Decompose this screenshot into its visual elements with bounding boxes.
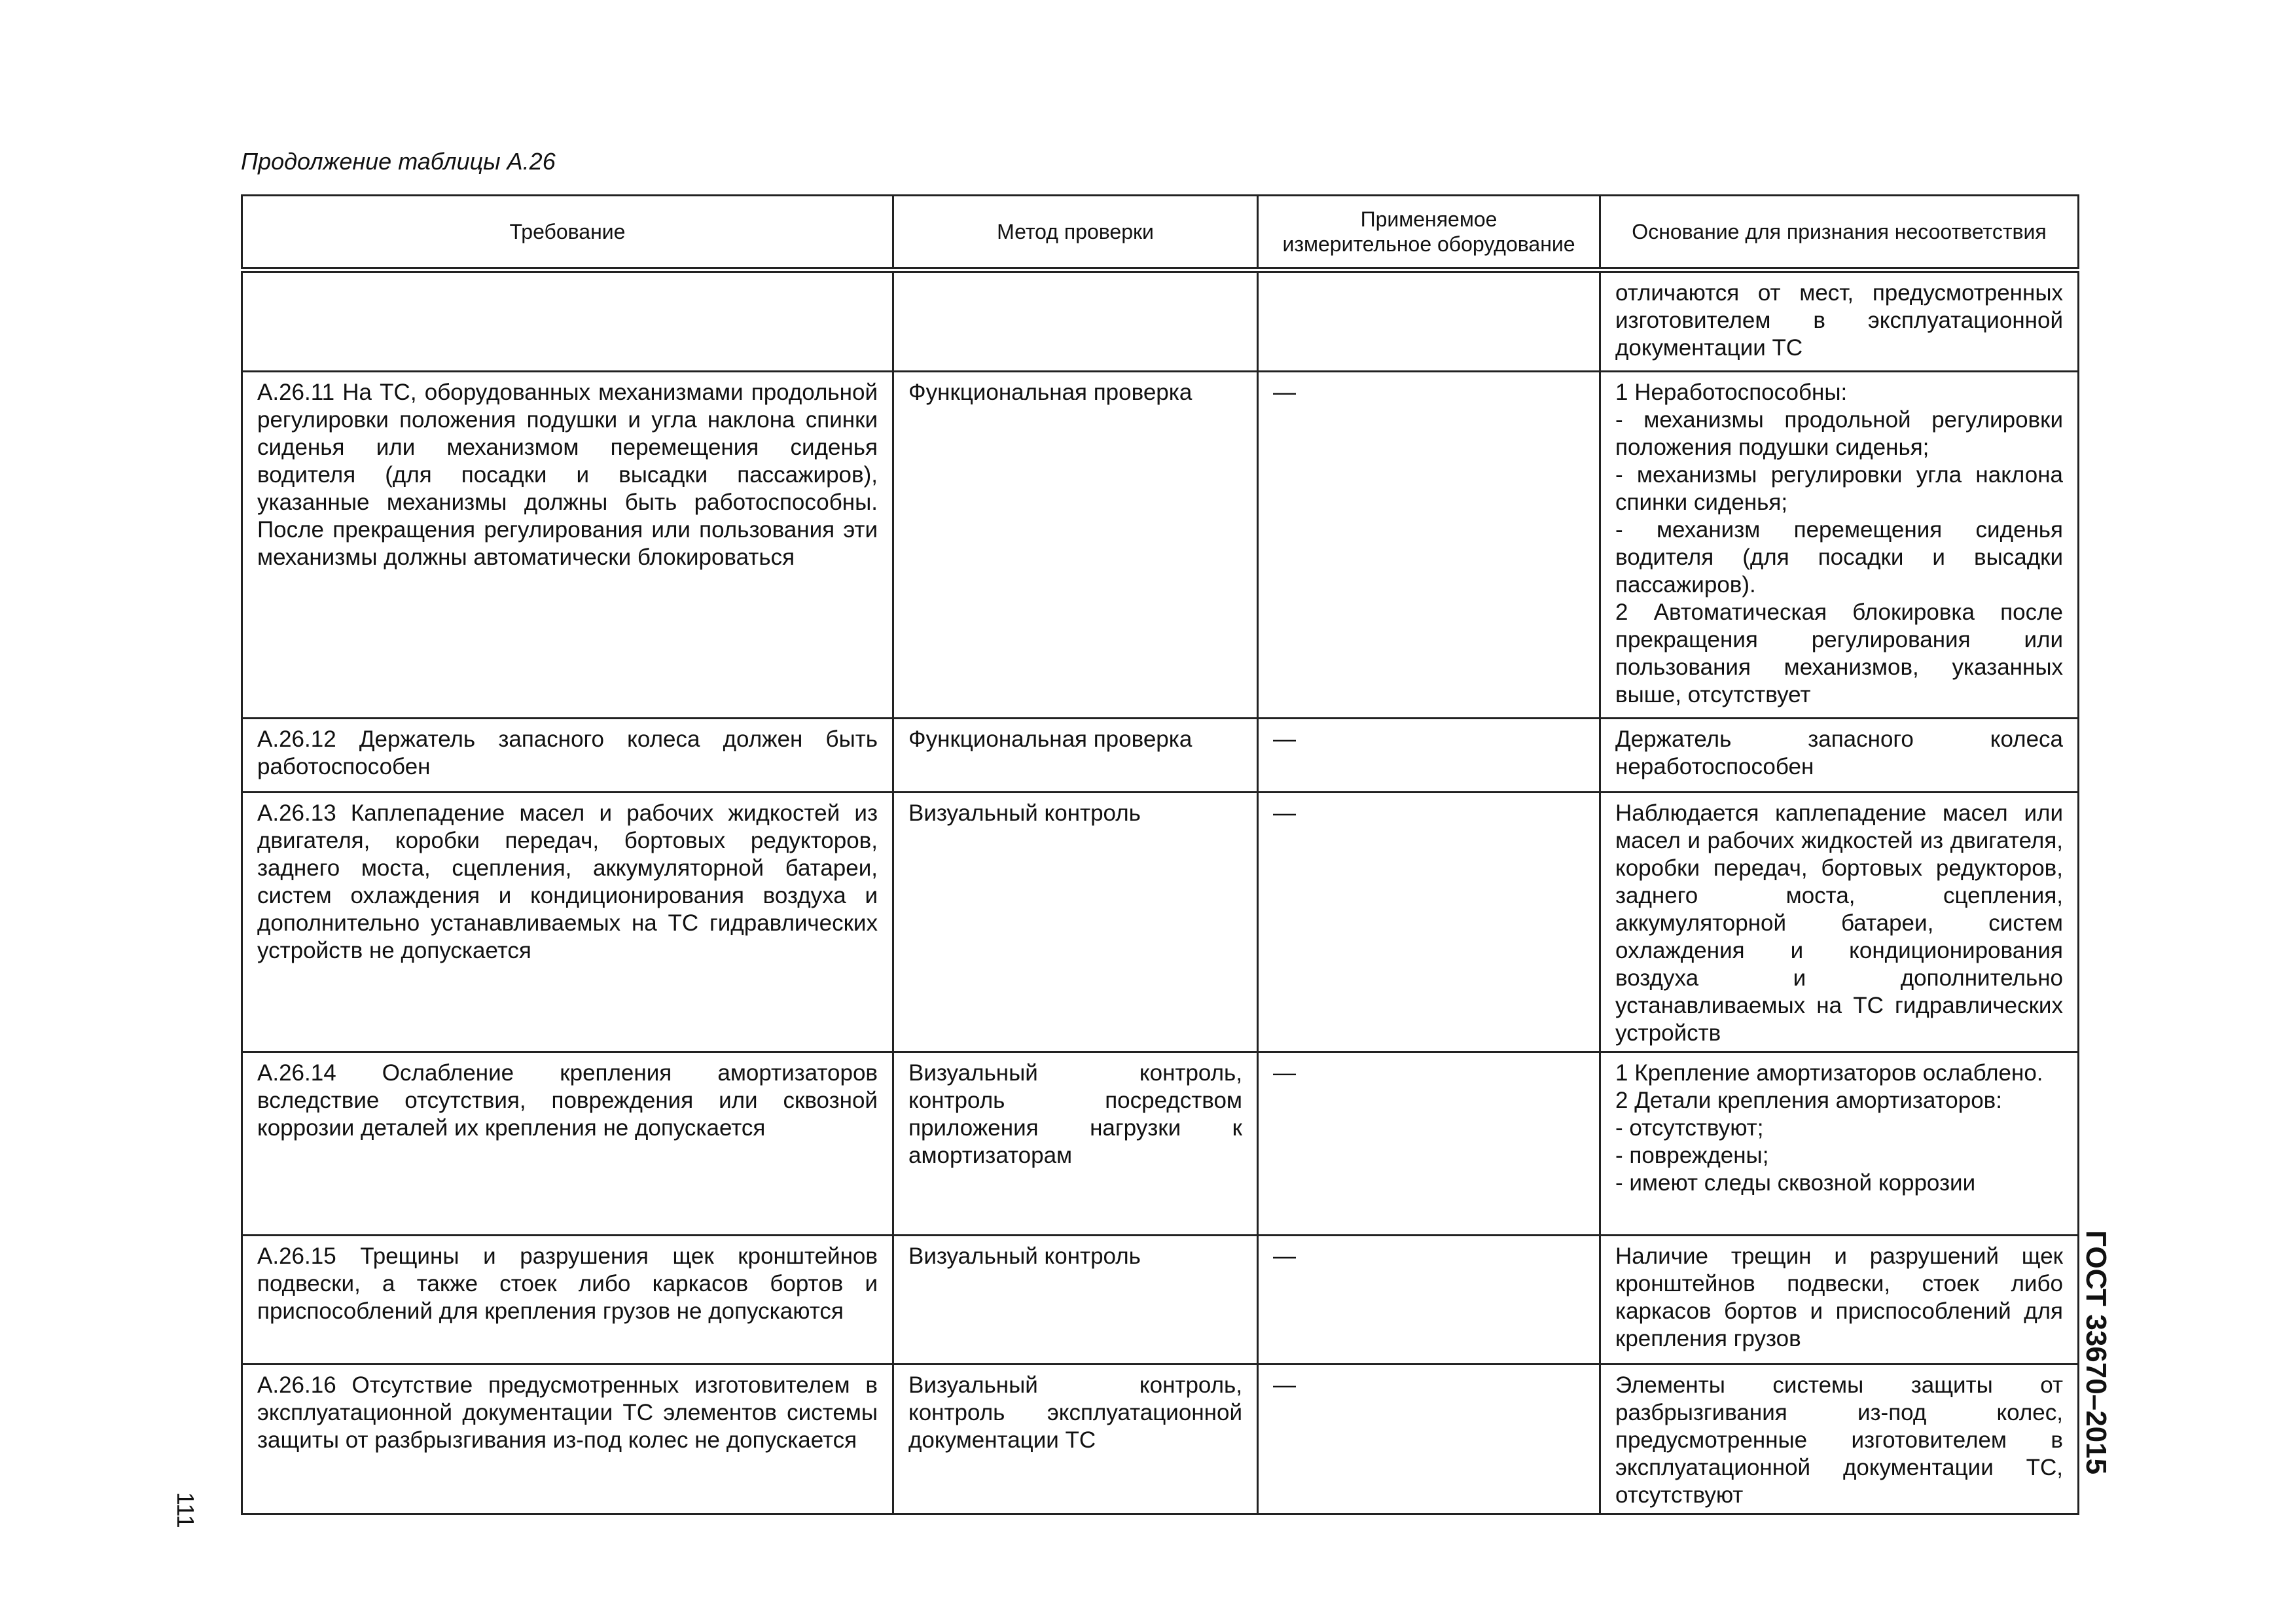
cell-equipment: —	[1258, 372, 1600, 719]
cell-equipment: —	[1258, 719, 1600, 793]
header-equipment: Применяемое измерительное оборудование	[1258, 196, 1600, 270]
cell-equipment: —	[1258, 1052, 1600, 1236]
cell-basis: 1 Крепление амортизаторов ослаблено. 2 Детали крепления амортизаторов: - отсутствуют; - повреждены; - имеют следы сквозной коррозии	[1600, 1052, 2079, 1236]
table-header-row	[242, 196, 2079, 270]
cell-equipment: —	[1258, 1236, 1600, 1364]
cell-method	[893, 270, 1258, 372]
cell-basis: 1 Неработоспособны: - механизмы продольной регулировки положения подушки сиденья; - механизмы регулировки угла наклона спинки сиденья; - механизм перемещения сиденья водителя (для посадки и высадки пассажиров). 2 Автоматическая блокировка после прекращения регулирования или пользования механизмов, указанных выше, отсутствует	[1600, 372, 2079, 719]
cell-requirement	[242, 270, 893, 372]
cell-requirement: А.26.16 Отсутствие предусмотренных изготовителем в эксплуатационной документации ТС элементов системы защиты от разбрызгивания из-под колес не допускается	[242, 1364, 893, 1514]
cell-basis: Держатель запасного колеса неработоспособен	[1600, 719, 2079, 793]
cell-method: Визуальный контроль	[893, 1236, 1258, 1364]
cell-equipment: —	[1258, 1364, 1600, 1514]
page-number: 111	[172, 1492, 199, 1528]
cell-method: Визуальный контроль	[893, 793, 1258, 1052]
table-caption: Продолжение таблицы А.26	[241, 148, 556, 175]
cell-requirement: А.26.15 Трещины и разрушения щек кронштейнов подвески, а также стоек либо каркасов бортов и приспособлений для крепления грузов не допускаются	[242, 1236, 893, 1364]
header-method: Метод проверки	[893, 196, 1258, 270]
table-row	[242, 1364, 2079, 1514]
cell-requirement: А.26.11 На ТС, оборудованных механизмами продольной регулировки положения подушки и угла наклона спинки сиденья или механизмом перемещения сиденья водителя (для посадки и высадки пассажиров), указанные механизмы должны быть работоспособны. После прекращения регулирования или пользования эти механизмы должны автоматически блокироваться	[242, 372, 893, 719]
cell-requirement: А.26.14 Ослабление крепления амортизаторов вследствие отсутствия, повреждения или сквозной коррозии деталей их крепления не допускается	[242, 1052, 893, 1236]
cell-basis: Наблюдается каплепадение масел или масел и рабочих жидкостей из двигателя, коробки передач, бортовых редукторов, заднего моста, сцепления, аккумуляторной батареи, систем охлаждения и кондиционирования воздуха и дополнительно устанавливаемых на ТС гидравлических устройств	[1600, 793, 2079, 1052]
cell-method: Визуальный контроль, контроль эксплуатационной документации ТС	[893, 1364, 1258, 1514]
cell-method: Функциональная проверка	[893, 372, 1258, 719]
cell-method: Функциональная проверка	[893, 719, 1258, 793]
requirements-table	[241, 194, 2079, 1515]
header-requirement: Требование	[242, 196, 893, 270]
cell-method: Визуальный контроль, контроль посредством приложения нагрузки к амортизаторам	[893, 1052, 1258, 1236]
cell-basis: отличаются от мест, предусмотренных изготовителем в эксплуатационной документации ТС	[1600, 270, 2079, 372]
table-row	[242, 793, 2079, 1052]
cell-equipment	[1258, 270, 1600, 372]
table-row	[242, 719, 2079, 793]
table-row	[242, 1236, 2079, 1364]
document-code: ГОСТ 33670–2015	[2080, 1230, 2112, 1475]
cell-requirement: А.26.12 Держатель запасного колеса должен быть работоспособен	[242, 719, 893, 793]
cell-requirement: А.26.13 Каплепадение масел и рабочих жидкостей из двигателя, коробки передач, бортовых редукторов, заднего моста, сцепления, аккумуляторной батареи, систем охлаждения и кондиционирования воздуха и дополнительно устанавливаемых на ТС гидравлических устройств не допускается	[242, 793, 893, 1052]
header-basis: Основание для признания несоответствия	[1600, 196, 2079, 270]
cell-basis: Наличие трещин и разрушений щек кронштейнов подвески, стоек либо каркасов бортов и приспособлений для крепления грузов	[1600, 1236, 2079, 1364]
table-row	[242, 270, 2079, 372]
cell-equipment: —	[1258, 793, 1600, 1052]
table-row	[242, 1052, 2079, 1236]
table-row	[242, 372, 2079, 719]
cell-basis: Элементы системы защиты от разбрызгивания из-под колес, предусмотренные изготовителем в эксплуатационной документации ТС, отсутствуют	[1600, 1364, 2079, 1514]
